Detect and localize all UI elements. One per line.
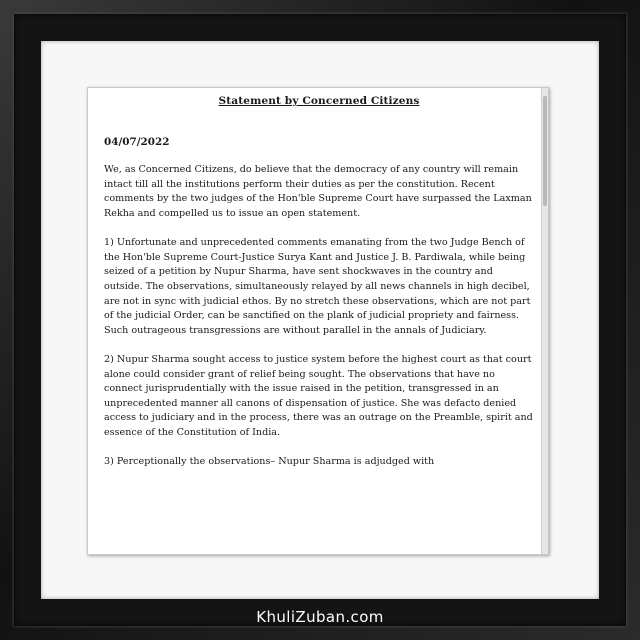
vertical-scrollbar[interactable]: [541, 88, 548, 554]
site-caption: KhuliZuban.com: [256, 608, 384, 626]
document-date: 04/07/2022: [104, 135, 170, 148]
document-content: [104, 94, 534, 484]
paragraph-intro: We, as Concerned Citizens, do believe that the democracy of any country will remain intact till all the institutions perform their duties as per the constitution. Recent comments by the two judges of the Hon'ble Supreme Court have surpassed the Laxman Rekha and compelled us to issue an open statement.: [104, 164, 532, 219]
paragraph-point-3: 3) Perceptionally the observations– Nupur Sharma is adjudged with: [104, 456, 435, 468]
paragraph-point-2: 2) Nupur Sharma sought access to justice system before the highest court as that court alone could consider grant of relief being sought. The observations that have no connect jurisprudentially with the issue raised in the petition, transgressed in an unprecedented manner all canons of dispensation of justice. She was defacto denied access to judiciary and in the process, there was an outrage on the Preamble, spirit and essence of the Constitution of India.: [104, 353, 533, 438]
document-page[interactable]: [87, 87, 549, 555]
scrollbar-thumb[interactable]: [543, 96, 547, 206]
paragraph-point-1: 1) Unfortunate and unprecedented comments emanating from the two Judge Bench of the Hon'ble Supreme Court-Justice Surya Kant and Justice J. B. Pardiwala, while being seized of a petition by Nupur Sharma, have sent shockwaves in the country and outside. The observations, simultaneously relayed by all news channels in high decibel, are not in sync with judicial ethos. By no stretch these observations, which are not part of the judicial Order, can be sanctified on the plank of judicial propriety and fairness. Such outrageous transgressions are without parallel in the annals of Judiciary.: [104, 237, 531, 336]
document-title: Statement by Concerned Citizens: [218, 95, 420, 107]
